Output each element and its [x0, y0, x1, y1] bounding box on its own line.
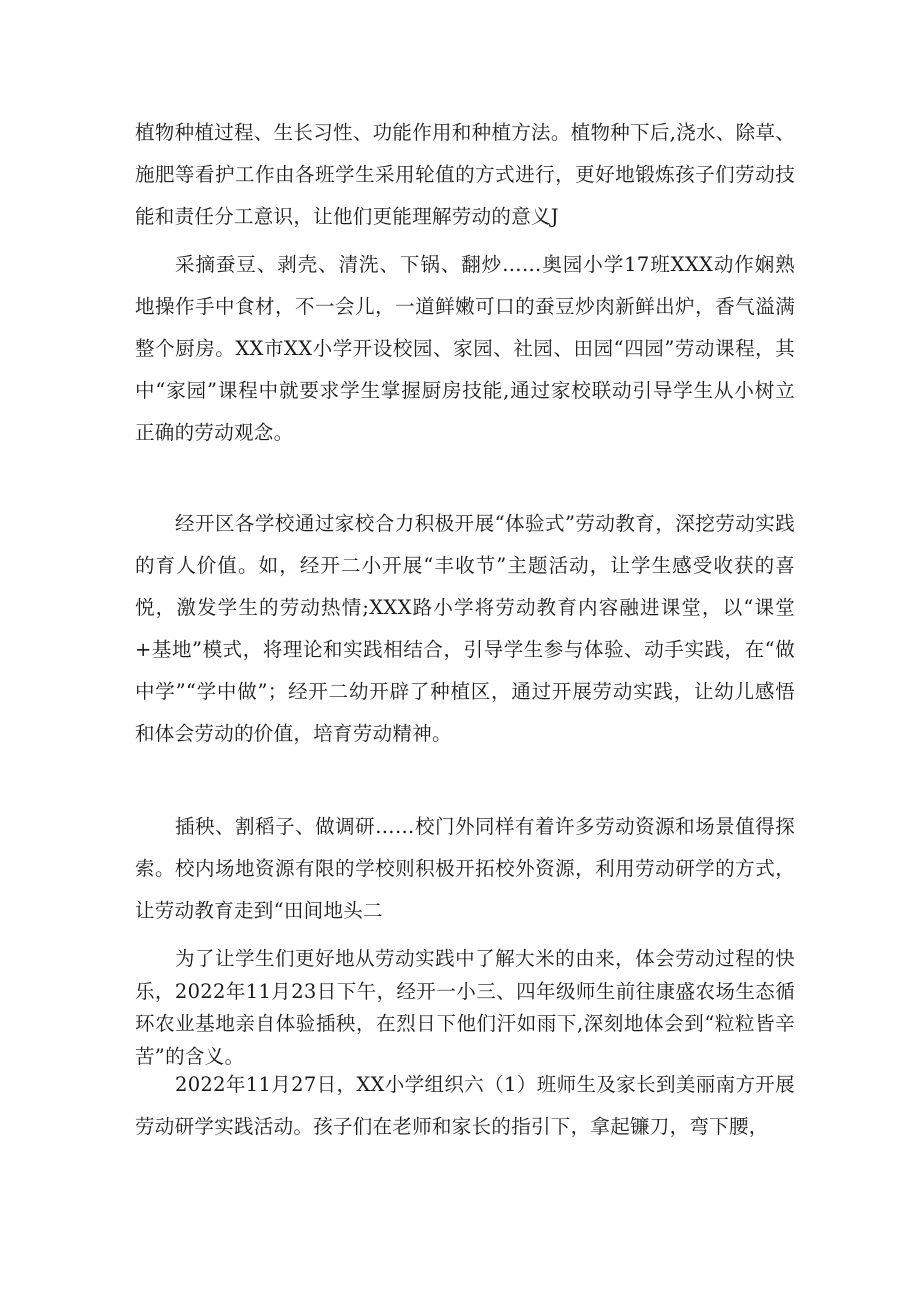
- paragraph-rice-transplanting: 为了让学生们更好地从劳动实践中了解大米的由来，体会劳动过程的快乐，2022年11月23日下午，经开一小三、四年级师生前往康盛农场生态循环农业基地亲自体验插秧，在烈日下他们汗如雨下,深刻地体会到“粒粒皆辛苦”的含义。: [135, 947, 795, 1068]
- paragraph-off-campus-resources: 插秧、割稻子、做调研……校门外同样有着许多劳动资源和场景值得探索。校内场地资源有限的学校则积极开拓校外资源，利用劳动研学的方式，让劳动教育走到“田间地头二: [135, 815, 795, 922]
- paragraph-kitchen-skills: 采摘蚕豆、剥壳、清洗、下锅、翻炒……奥园小学17班XXX动作娴熟地操作手中食材，不一会儿，一道鲜嫩可口的蚕豆炒肉新鲜出炉，香气溢满整个厨房。XX市XX小学开设校园、家园、社园、田园“四园”劳动课程，其中“家园”课程中就要求学生掌握厨房技能,通过家校联动引导学生从小树立正确的劳动观念。: [135, 253, 795, 444]
- paragraph-experiential-education: 经开区各学校通过家校合力积极开展“体验式”劳动教育，深挖劳动实践的育人价值。如，经开二小开展“丰收节”主题活动，让学生感受收获的喜悦，激发学生的劳动热情;XXX路小学将劳动教育内容融进课堂，以“课堂+基地”模式，将理论和实践相结合，引导学生参与体验、动手实践，在“做中学”“学中做”；经开二幼开辟了种植区，通过开展劳动实践，让幼儿感悟和体会劳动的价值，培育劳动精神。: [135, 512, 795, 745]
- paragraph-study-trip: 2022年11月27日，XX小学组织六（1）班师生及家长到美丽南方开展劳动研学实践活动。孩子们在老师和家长的指引下，拿起镰刀，弯下腰，: [135, 1073, 795, 1138]
- paragraph-planting-rotation: 植物种植过程、生长习性、功能作用和种植方法。植物种下后,浇水、除草、施肥等看护工作由各班学生采用轮值的方式进行，更好地锻炼孩子们劳动技能和责任分工意识，让他们更能理解劳动的意义J: [135, 121, 795, 228]
